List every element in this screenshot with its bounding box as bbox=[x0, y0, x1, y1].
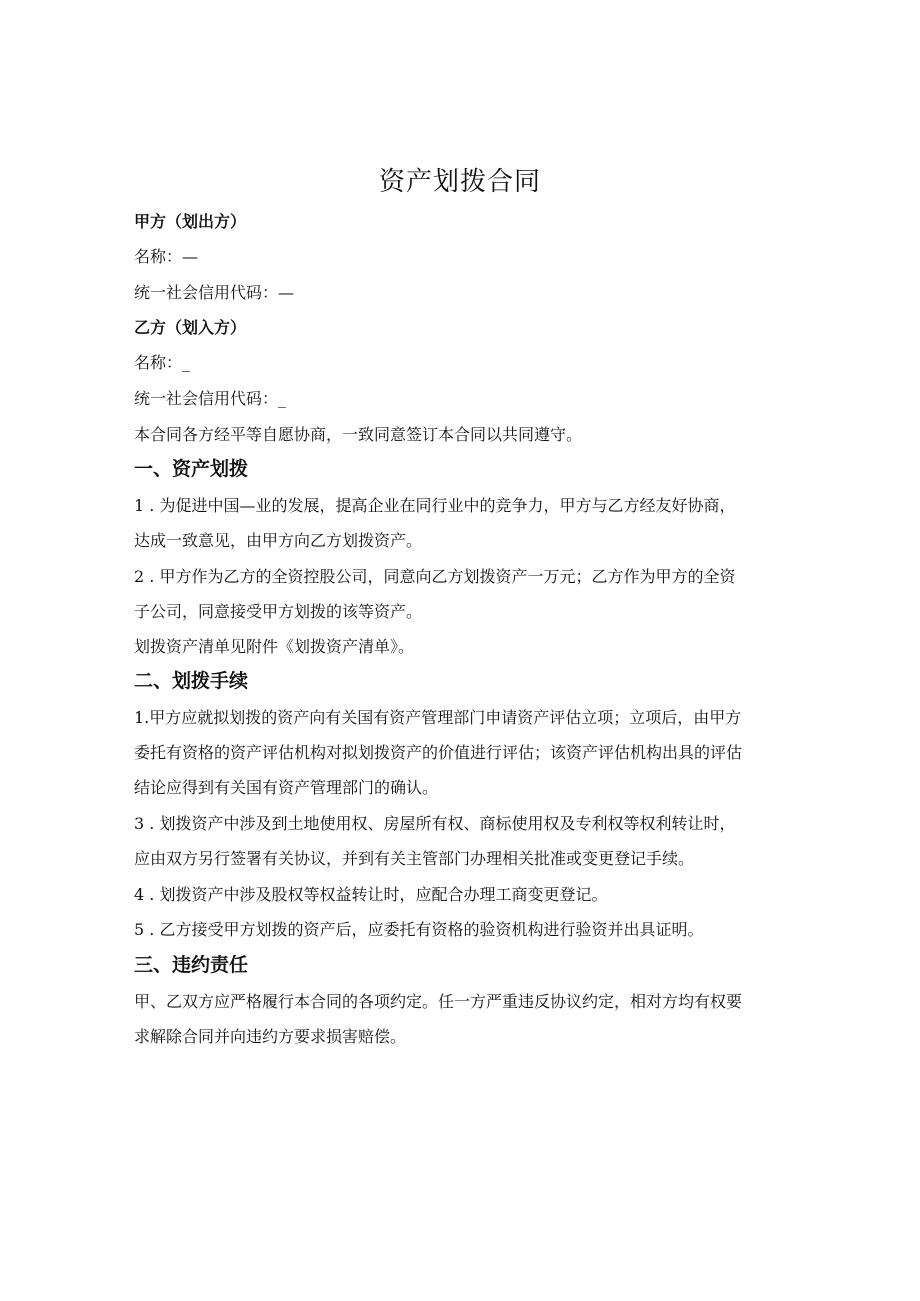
section-3-paragraph-line-2: 求解除合同并向违约方要求损害赔偿。 bbox=[134, 1027, 407, 1046]
party-b-heading: 乙方（划入方） bbox=[134, 318, 247, 337]
section-1-clause-2-line-2: 子公司，同意接受甲方划拨的该等资产。 bbox=[134, 602, 423, 621]
section-1-clause-1-line-2: 达成一致意见，由甲方向乙方划拨资产。 bbox=[134, 531, 423, 550]
party-a-name: 名称：— bbox=[134, 247, 199, 266]
intro-paragraph: 本合同各方经平等自愿协商，一致同意签订本合同以共同遵守。 bbox=[134, 425, 583, 444]
party-a-code: 统一社会信用代码：— bbox=[134, 283, 295, 302]
party-a-heading: 甲方（划出方） bbox=[134, 212, 247, 231]
section-2-clause-5: 5 . 乙方接受甲方划拨的资产后，应委托有资格的验资机构进行验资并出具证明。 bbox=[134, 920, 704, 939]
party-b-code: 统一社会信用代码：_ bbox=[134, 389, 287, 408]
section-3-paragraph-line-1: 甲、乙双方应严格履行本合同的各项约定。任一方严重违反协议约定，相对方均有权要 bbox=[134, 992, 743, 1011]
section-2-heading: 二、划拨手续 bbox=[134, 670, 249, 692]
section-2-clause-1-line-3: 结论应得到有关国有资产管理部门的确认。 bbox=[134, 778, 439, 797]
section-1-clause-2-line-1: 2 . 甲方作为乙方的全资控股公司，同意向乙方划拨资产一万元；乙方作为甲方的全资 bbox=[134, 567, 736, 586]
document-title: 资产划拨合同 bbox=[378, 167, 541, 197]
section-2-clause-1-line-1: 1.甲方应就拟划拨的资产向有关国有资产管理部门申请资产评估立项；立项后，由甲方 bbox=[134, 708, 742, 727]
section-2-clause-4: 4 . 划拨资产中涉及股权等权益转让时，应配合办理工商变更登记。 bbox=[134, 885, 608, 904]
section-1-attachment-note: 划拨资产清单见附件《划拨资产清单》。 bbox=[134, 637, 415, 656]
section-2-clause-3-line-1: 3 . 划拨资产中涉及到土地使用权、房屋所有权、商标使用权及专利权等权利转让时， bbox=[134, 814, 736, 833]
section-3-heading: 三、违约责任 bbox=[134, 954, 249, 976]
section-2-clause-3-line-2: 应由双方另行签署有关协议，并到有关主管部门办理相关批准或变更登记手续。 bbox=[134, 849, 695, 868]
party-b-name: 名称：_ bbox=[134, 353, 191, 372]
section-1-clause-1-line-1: 1 . 为促进中国—业的发展，提高企业在同行业中的竞争力，甲方与乙方经友好协商， bbox=[134, 496, 736, 515]
section-1-heading: 一、资产划拨 bbox=[134, 458, 249, 480]
section-2-clause-1-line-2: 委托有资格的资产评估机构对拟划拨资产的价值进行评估；该资产评估机构出具的评估 bbox=[134, 743, 743, 762]
